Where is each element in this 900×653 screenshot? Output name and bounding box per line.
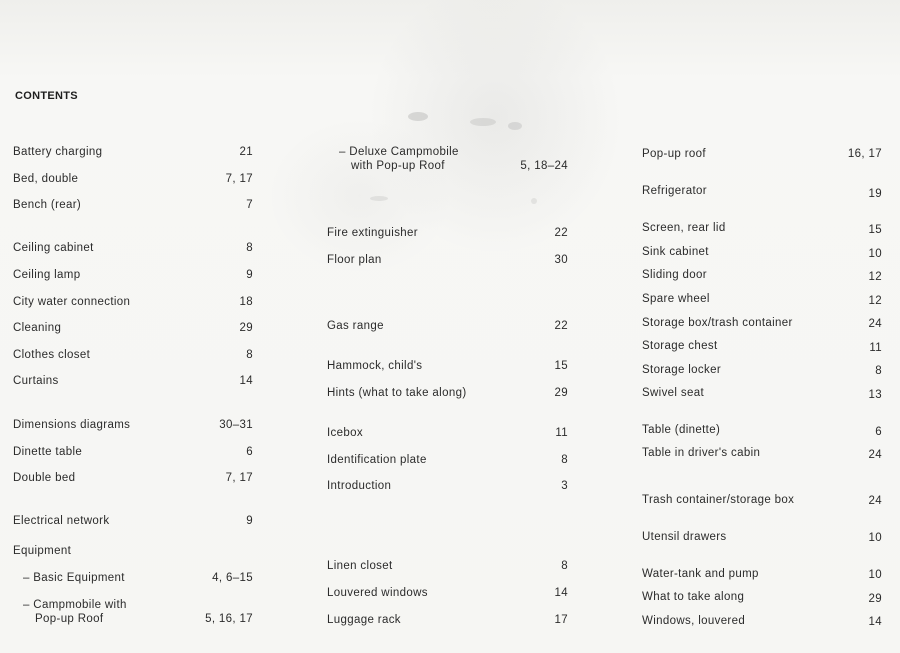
toc-entry-label: Equipment [13,545,72,557]
toc-entry-label: Clothes closet [13,349,91,361]
toc-entry-page: 18 [239,296,253,308]
toc-entry-label: Fire extinguisher [327,227,418,239]
toc-entry-page: 8 [246,242,253,254]
toc-entry-page: 12 [868,271,882,283]
toc-entry-page: 10 [868,532,882,544]
toc-entry-page: 30–31 [219,419,253,431]
toc-entry-label: Sliding door [642,269,707,281]
toc-entry-label: Trash container/storage box [642,494,795,506]
toc-entry-page: 15 [868,224,882,236]
toc-entry-page: 7, 17 [225,173,253,185]
toc-entry-label: Ceiling cabinet [13,242,94,254]
toc-entry-page: 9 [246,269,253,281]
toc-entry-label: Storage chest [642,340,718,352]
toc-entry-label: Windows, louvered [642,615,746,627]
toc-entry-page: 24 [868,318,882,330]
toc-entry [339,145,568,173]
toc-entry-page: 15 [554,360,568,372]
toc-entry-label: Sink cabinet [642,246,709,258]
toc-entry-label: Cleaning [13,322,62,334]
toc-entry-page: 10 [868,569,882,581]
toc-entry-label: Bench (rear) [13,199,82,211]
toc-entry-page: 29 [868,593,882,605]
toc-entry-label: Utensil drawers [642,531,727,543]
toc-entry-label: Screen, rear lid [642,222,726,234]
toc-entry-label: – Deluxe Campmobile [339,146,459,158]
toc-entry-label: What to take along [642,591,745,603]
toc-entry-page: 6 [875,426,882,438]
toc-entry-page: 5, 18–24 [520,160,568,172]
toc-entry-page: 22 [554,227,568,239]
toc-entry-label: Curtains [13,375,59,387]
toc-entry-page: 12 [868,295,882,307]
toc-entry-page: 11 [869,342,882,354]
toc-entry-page: 6 [246,446,253,458]
toc-entry-label: Dinette table [13,446,83,458]
toc-entry-page: 8 [246,349,253,361]
toc-entry-label: Dimensions diagrams [13,419,131,431]
toc-entry-page: 24 [868,449,882,461]
smudge-mark [508,122,522,130]
toc-entry-label: Introduction [327,480,392,492]
smudge-mark [470,118,496,126]
toc-entry-page: 16, 17 [847,148,882,160]
toc-entry-page: 29 [554,387,568,399]
toc-entry-page: 30 [554,254,568,266]
toc-entry-label: Ceiling lamp [13,269,81,281]
toc-entry-page: 14 [554,587,568,599]
toc-entry-page: 5, 16, 17 [205,613,253,625]
toc-entry-page: 3 [561,480,568,492]
toc-entry-label: – Campmobile with [23,599,127,611]
toc-entry-label: Icebox [327,427,363,439]
toc-entry-page: 9 [246,515,253,527]
toc-entry-label: City water connection [13,296,131,308]
toc-entry-page: 7, 17 [225,472,253,484]
toc-entry-page: 29 [239,322,253,334]
toc-entry-label: Bed, double [13,173,79,185]
toc-entry [23,598,253,626]
toc-entry-label: Battery charging [13,146,103,158]
contents-heading: CONTENTS [15,90,78,102]
toc-entry-page: 13 [868,389,882,401]
toc-entry-label-continued: with Pop-up Roof [351,160,445,172]
toc-entry-label: Table in driver's cabin [642,447,761,459]
toc-entry-label: Identification plate [327,454,427,466]
toc-entry-page: 14 [239,375,253,387]
toc-entry-label: Storage locker [642,364,722,376]
toc-entry-label: Refrigerator [642,185,707,197]
toc-entry-page: 24 [868,495,882,507]
toc-entry-page: 10 [868,248,882,260]
toc-entry-page: 21 [239,146,253,158]
toc-entry-label: Hammock, child's [327,360,423,372]
toc-entry-page: 8 [875,365,882,377]
toc-entry-page: 17 [554,614,568,626]
toc-entry-page: 22 [554,320,568,332]
toc-entry-page: 11 [555,427,568,439]
toc-entry-page: 7 [246,199,253,211]
toc-entry-label: Storage box/trash container [642,317,793,329]
toc-entry-label: Gas range [327,320,384,332]
toc-entry-page: 14 [868,616,882,628]
toc-entry-label: Louvered windows [327,587,428,599]
toc-entry-label-continued: Pop-up Roof [35,613,104,625]
toc-entry-page: 4, 6–15 [212,572,253,584]
toc-entry-page: 8 [561,454,568,466]
toc-entry-label: Pop-up roof [642,148,706,160]
smudge-mark [531,198,537,204]
smudge-mark [370,196,388,201]
toc-entry-page: 19 [868,188,882,200]
smudge-mark [408,112,428,121]
toc-entry-label: Double bed [13,472,76,484]
toc-entry-label: Table (dinette) [642,424,721,436]
toc-entry-label: Water-tank and pump [642,568,759,580]
toc-entry-label: – Basic Equipment [23,572,125,584]
toc-entry-label: Hints (what to take along) [327,387,467,399]
toc-entry-label: Floor plan [327,254,382,266]
toc-entry-label: Luggage rack [327,614,401,626]
toc-entry-label: Linen closet [327,560,393,572]
toc-entry-page: 8 [561,560,568,572]
toc-entry-label: Spare wheel [642,293,710,305]
toc-entry-label: Swivel seat [642,387,705,399]
toc-entry-label: Electrical network [13,515,110,527]
